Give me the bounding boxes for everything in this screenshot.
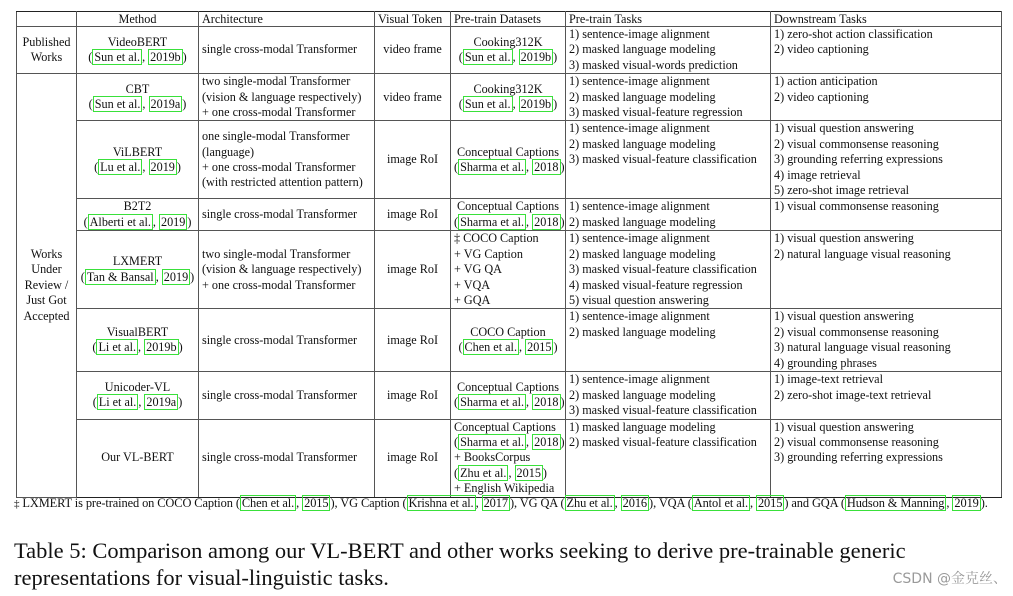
method-name: Unicoder-VL xyxy=(104,380,171,395)
datasets-cell: ‡ COCO Caption + VG Caption + VG QA + VQA + GQA xyxy=(451,231,566,309)
visual-token-cell: image RoI xyxy=(375,231,451,309)
datasets-cell: COCO Caption ( Chen et al. , 2015 ) xyxy=(451,309,566,372)
table-row xyxy=(17,74,1002,121)
architecture-cell: single cross-modal Transformer xyxy=(199,199,375,231)
table-row xyxy=(17,309,1002,372)
datasets-cell: Conceptual Captions ( Sharma et al. , 2018 ) xyxy=(451,121,566,199)
downstream-tasks-cell: 1) zero-shot action classification 2) video captioning xyxy=(771,27,1002,74)
citation-year-link[interactable]: 2019a xyxy=(150,97,181,112)
visual-token-cell: image RoI xyxy=(375,372,451,419)
citation-link[interactable]: Antol et al. xyxy=(693,496,748,510)
method-cell xyxy=(77,74,199,121)
csdn-watermark: CSDN @金克丝、 xyxy=(892,571,1007,587)
citation-year-link[interactable]: 2018 xyxy=(534,434,559,449)
citation-year-link[interactable]: 2016 xyxy=(622,496,648,510)
citation-year-link[interactable]: 2019b xyxy=(520,97,552,112)
method-cell xyxy=(77,231,199,309)
citation-link[interactable]: Sharma et al. xyxy=(460,214,525,229)
visual-token-cell: image RoI xyxy=(375,121,451,199)
table-row xyxy=(17,199,1002,231)
method-name: Our VL-BERT xyxy=(101,450,174,465)
citation-year-link[interactable]: 2019 xyxy=(150,159,175,174)
architecture-cell: single cross-modal Transformer xyxy=(199,372,375,419)
method-cell xyxy=(77,199,199,231)
table-footnote: ‡ LXMERT is pre-trained on COCO Caption ( Chen et al. , 2015 ), VG Caption ( Krishna et al. , 2017 ), VG QA ( Zhu et al. , 2016 ), VQA ( Antol et al. , 2015 ) and GQA ( Hudson & Manning , 2019 ). xyxy=(14,496,988,510)
pretrain-tasks-cell: 1) sentence-image alignment 2) masked language modeling 3) masked visual-feature classification 4) masked visual-feature regression 5) visual question answering xyxy=(566,231,771,309)
method-citation: ( Li et al. , 2019a ) xyxy=(92,395,183,410)
table-row xyxy=(17,27,1002,74)
citation-link[interactable]: Zhu et al. xyxy=(566,496,613,510)
citation-year-link[interactable]: 2018 xyxy=(534,214,559,229)
citation-link[interactable]: Sun et al. xyxy=(94,97,141,112)
citation-year-link[interactable]: 2019 xyxy=(954,496,979,510)
method-cell xyxy=(77,309,199,372)
citation-link[interactable]: Sun et al. xyxy=(464,97,511,112)
pretrain-tasks-cell: 1) masked language modeling 2) masked visual-feature classification xyxy=(566,419,771,497)
architecture-cell: two single-modal Transformer (vision & language respectively) + one cross-modal Transformer xyxy=(199,231,375,309)
architecture-cell: two single-modal Transformer (vision & language respectively) + one cross-modal Transformer xyxy=(199,74,375,121)
citation-year-link[interactable]: 2019 xyxy=(163,269,189,284)
method-name: CBT xyxy=(125,81,150,96)
footnote-mark: ‡ xyxy=(14,498,20,510)
architecture-cell: single cross-modal Transformer xyxy=(199,27,375,74)
citation-year-link[interactable]: 2019b xyxy=(520,50,552,65)
table-caption: Table 5: Comparison among our VL-BERT and other works seeking to derive pre-trainable generic representations for visual-linguistic tasks. xyxy=(14,538,906,590)
downstream-tasks-cell: 1) image-text retrieval 2) zero-shot image-text retrieval xyxy=(771,372,1002,419)
architecture-cell: one single-modal Transformer (language) + one cross-modal Transformer (with restricted attention pattern) xyxy=(199,121,375,199)
downstream-tasks-cell: 1) action anticipation 2) video captioning xyxy=(771,74,1002,121)
citation-link[interactable]: Sharma et al. xyxy=(460,395,525,410)
downstream-tasks-cell: 1) visual question answering 2) visual commonsense reasoning 3) grounding referring expressions xyxy=(771,419,1002,497)
method-citation: ( Tan & Bansal , 2019 ) xyxy=(80,269,195,284)
header-architecture: Architecture xyxy=(199,12,375,27)
citation-link[interactable]: Sharma et al. xyxy=(460,159,525,174)
datasets-cell: Cooking312K ( Sun et al. , 2019b ) xyxy=(451,27,566,74)
downstream-tasks-cell: 1) visual commonsense reasoning xyxy=(771,199,1002,231)
citation-link[interactable]: Sharma et al. xyxy=(460,434,525,449)
citation-link[interactable]: Krishna et al. xyxy=(408,496,474,510)
citation-year-link[interactable]: 2018 xyxy=(534,159,559,174)
citation-year-link[interactable]: 2019b xyxy=(150,50,181,65)
citation-link[interactable]: Lu et al. xyxy=(100,159,141,174)
citation-link[interactable]: Sun et al. xyxy=(464,50,511,65)
method-name: ViLBERT xyxy=(112,144,163,159)
citation-year-link[interactable]: 2015 xyxy=(304,496,329,510)
citation-link[interactable]: Chen et al. xyxy=(464,340,517,355)
method-cell xyxy=(77,27,199,74)
architecture-cell: single cross-modal Transformer xyxy=(199,419,375,497)
method-citation: ( Sun et al. , 2019a ) xyxy=(88,97,187,112)
pretrain-tasks-cell: 1) sentence-image alignment 2) masked language modeling xyxy=(566,199,771,231)
pretrain-tasks-cell: 1) sentence-image alignment 2) masked language modeling 3) masked visual-words prediction xyxy=(566,27,771,74)
method-name: VideoBERT xyxy=(107,34,168,49)
datasets-cell: Conceptual Captions ( Sharma et al. , 2018 ) xyxy=(451,372,566,419)
citation-link[interactable]: Sun et al. xyxy=(94,50,141,65)
comparison-table xyxy=(16,11,1002,498)
method-citation: ( Sun et al. , 2019b ) xyxy=(88,50,187,65)
pretrain-tasks-cell: 1) sentence-image alignment 2) masked language modeling 3) masked visual-feature classification xyxy=(566,121,771,199)
pretrain-tasks-cell: 1) sentence-image alignment 2) masked language modeling 3) masked visual-feature classification xyxy=(566,372,771,419)
table-row xyxy=(17,231,1002,309)
citation-link[interactable]: Chen et al. xyxy=(241,496,295,510)
method-citation: ( Li et al. , 2019b ) xyxy=(92,340,183,355)
method-cell xyxy=(77,121,199,199)
downstream-tasks-cell: 1) visual question answering 2) visual commonsense reasoning 3) natural language visual reasoning 4) grounding phrases xyxy=(771,309,1002,372)
method-name: B2T2 xyxy=(123,199,152,214)
method-name: VisualBERT xyxy=(106,324,169,339)
visual-token-cell: image RoI xyxy=(375,419,451,497)
datasets-cell: Conceptual Captions ( Sharma et al. , 2018 ) + BooksCorpus ( Zhu et al. , 2015 ) + English Wikipedia xyxy=(451,419,566,497)
visual-token-cell: video frame xyxy=(375,27,451,74)
datasets-cell: Cooking312K ( Sun et al. , 2019b ) xyxy=(451,74,566,121)
downstream-tasks-cell: 1) visual question answering 2) visual commonsense reasoning 3) grounding referring expressions 4) image retrieval 5) zero-shot image retrieval xyxy=(771,121,1002,199)
visual-token-cell: image RoI xyxy=(375,309,451,372)
table-row xyxy=(17,121,1002,199)
citation-year-link[interactable]: 2015 xyxy=(757,496,783,510)
visual-token-cell: video frame xyxy=(375,74,451,121)
citation-year-link[interactable]: 2019 xyxy=(160,214,186,229)
citation-year-link[interactable]: 2015 xyxy=(516,465,541,480)
method-cell xyxy=(77,372,199,419)
method-cell xyxy=(77,419,199,497)
header-method: Method xyxy=(77,12,199,27)
method-citation: ( Lu et al. , 2019 ) xyxy=(94,159,181,174)
citation-year-link[interactable]: 2019b xyxy=(146,340,177,355)
architecture-cell: single cross-modal Transformer xyxy=(199,309,375,372)
citation-link[interactable]: Tan & Bansal xyxy=(86,269,154,284)
table-row xyxy=(17,419,1002,497)
visual-token-cell: image RoI xyxy=(375,199,451,231)
header-visual-token: Visual Token xyxy=(375,12,451,27)
citation-link[interactable]: Hudson & Manning xyxy=(846,496,945,510)
citation-year-link[interactable]: 2017 xyxy=(483,496,508,510)
header-pretrain-datasets: Pre-train Datasets xyxy=(451,12,566,27)
header-pretrain-tasks: Pre-train Tasks xyxy=(566,12,771,27)
citation-year-link[interactable]: 2018 xyxy=(534,395,559,410)
pretrain-tasks-cell: 1) sentence-image alignment 2) masked language modeling 3) masked visual-feature regression xyxy=(566,74,771,121)
method-citation: ( Alberti et al. , 2019 ) xyxy=(83,214,192,229)
citation-year-link[interactable]: 2019a xyxy=(146,395,177,410)
group-under-review: Works Under Review / Just Got Accepted xyxy=(17,74,77,497)
table-row xyxy=(17,372,1002,419)
citation-link[interactable]: Alberti et al. xyxy=(89,214,151,229)
header-row xyxy=(17,12,1002,27)
header-group xyxy=(17,12,77,27)
group-published: Published Works xyxy=(17,27,77,74)
downstream-tasks-cell: 1) visual question answering 2) natural language visual reasoning xyxy=(771,231,1002,309)
citation-link[interactable]: Li et al. xyxy=(98,340,136,355)
citation-year-link[interactable]: 2015 xyxy=(527,340,552,355)
citation-link[interactable]: Li et al. xyxy=(98,395,137,410)
datasets-cell: Conceptual Captions ( Sharma et al. , 2018 ) xyxy=(451,199,566,231)
citation-link[interactable]: Zhu et al. xyxy=(460,465,507,480)
header-downstream-tasks: Downstream Tasks xyxy=(771,12,1002,27)
pretrain-tasks-cell: 1) sentence-image alignment 2) masked language modeling xyxy=(566,309,771,372)
method-name: LXMERT xyxy=(112,254,163,269)
